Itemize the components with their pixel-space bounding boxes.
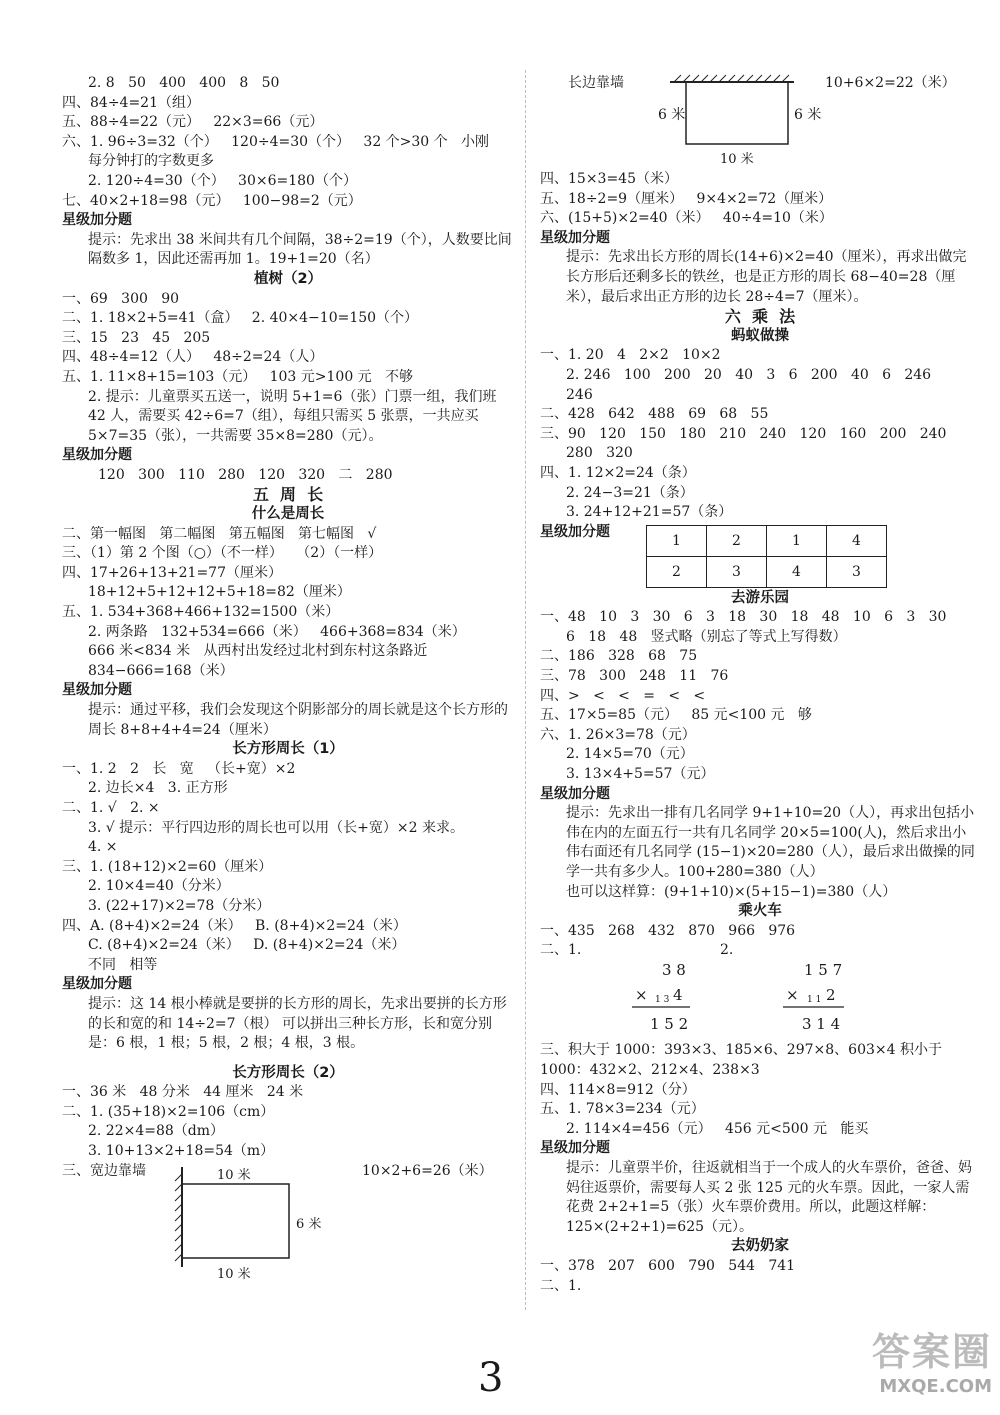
answer-line: 四、15×3=45（米） [540, 171, 678, 187]
answer-line: 3. 10+13×2+18=54（m） [88, 1143, 275, 1160]
answer-line: 五、88÷4=22（元） 22×3=66（元） [62, 114, 324, 131]
multiplicand: 1 5 7 [804, 961, 843, 980]
answer-line: 一、1. 2 2 长 宽 （长+宽）×2 [62, 760, 296, 777]
right-column [540, 74, 980, 1296]
answer-grid [646, 525, 887, 588]
answer-line: 3. (22+17)×2=78（分米） [88, 897, 271, 914]
long-side-wall-figure [540, 74, 980, 170]
answer-line: 一、378 207 600 790 544 741 [540, 1257, 796, 1274]
grid-cell: 3 [827, 556, 887, 587]
answer-line: 三、积大于 1000：393×3、185×6、297×8、603×4 积小于 1000：432×2、212×4、238×3 [540, 1042, 942, 1078]
figure-label: 三、宽边靠墙 [62, 1162, 146, 1179]
answer-line: 二、428 642 488 69 68 55 [540, 406, 769, 423]
answer-line: 三、90 120 150 180 210 240 120 160 200 240 [540, 425, 947, 442]
product: 1 5 2 [650, 1015, 689, 1034]
multiplier: 4 [673, 986, 683, 1005]
answer-line: 五、1. 11×8+15=103（元） 103 元>100 元 不够 [62, 368, 414, 385]
answer-line: 2. 120÷4=30（个） 30×6=180（个） [88, 172, 357, 189]
multiplier: 2 [826, 986, 836, 1005]
fence-outline [686, 82, 788, 144]
section-title: 长方形周长（2） [232, 1064, 344, 1081]
answer-line: 2. 14×5=70（元） [566, 746, 694, 763]
hint-text: 提示：这 14 根小棒就是要拼的长方形的周长，先求出要拼的长方形的长和宽的和 14÷2=7（根） 可以拼出三种长方形，长和宽分别是：6 根，1 根；5 根，2 根；4 根，3 根。 [88, 995, 507, 1052]
grid-cell: 3 [707, 556, 767, 587]
fence-outline [182, 1184, 289, 1258]
figure-formula: 10+6×2=22（米） [825, 75, 956, 91]
bonus-heading: 星级加分题 [62, 976, 132, 993]
hint-text: 提示：先求出 38 米间共有几个间隔，38÷2=19（个），人数要比间隔数多 1，因此还需再加 1。19+1=20（名） [88, 231, 512, 268]
product: 3 1 4 [802, 1015, 841, 1034]
right-length-label: 6 米 [296, 1216, 322, 1232]
hint-text: 提示：先求出长方形的周长(14+6)×2=40（厘米），再求出做完长方形后还剩多长的铁丝，也是正方形的周长 68−40=28（厘米），最后求出正方形的边长 28÷4=7（厘米）。 [566, 249, 967, 305]
answer-line: 七、40×2+18=98（元） 100−98=2（元） [62, 192, 362, 209]
answer-line: 2. 两条路 132+534=666（米） 466+368=834（米） [88, 623, 466, 640]
answer-line: 3. 24+12+21=57（条） [566, 504, 733, 521]
grid-cell: 2 [647, 556, 707, 587]
column-calculations [580, 941, 880, 1041]
page-number: 3 [478, 1355, 504, 1401]
answer-line: 四、84÷4=21（组） [62, 94, 200, 111]
wall-hatch [175, 1174, 182, 1261]
fence-diagram [162, 1162, 462, 1282]
bottom-length-label: 10 米 [720, 152, 754, 167]
bonus-heading: 星级加分题 [540, 229, 610, 246]
answer-line: 280 320 [566, 445, 633, 462]
bonus-heading: 星级加分题 [62, 212, 132, 229]
answer-line: 6 18 48 竖式略（别忘了等式上写得数） [566, 628, 847, 645]
answer-line: 二、186 328 68 75 [540, 648, 698, 665]
grid-cell: 1 [647, 525, 707, 556]
hint-text: 提示：通过平移，我们会发现这个阴影部分的周长就是这个长方形的周长 8+8+4+4=24（厘米） [88, 702, 508, 738]
hint-text: 2. 提示：儿童票买五送一，说明 5+1=6（张）门票一组，我们班 42 人，需要买 42÷6=7（组），每组只需买 5 张票，一共应买 5×7=35（张），一共需要 35×8=280（元）。 [88, 388, 497, 444]
column-divider [525, 70, 526, 1310]
answer-line: 2. 24−3=21（条） [566, 484, 694, 501]
hint-text: 提示：儿童票半价，往返就相当于一个成人的火车票价，爸爸、妈妈往返票价，需要每人买 2 张 125 元的火车票。因此，一家人需花费 2+2+1=5（张）火车票价费用。所以，此题这样解：125×(2+2+1)=625（元）。 [566, 1159, 972, 1235]
answer-line: 四、1. 12×2=24（条） [540, 464, 696, 481]
left-column [62, 74, 514, 1282]
watermark [872, 1321, 992, 1397]
question-label: 2. [720, 942, 734, 959]
answer-line: 也可以这样算：(9+1+10)×(5+15−1)=380（人） [566, 883, 897, 900]
answer-line: 五、18÷2=9（厘米） 9×4×2=72（厘米） [540, 190, 833, 207]
section-title: 长方形周长（1） [232, 741, 344, 758]
answer-line: 834−666=168（米） [88, 662, 234, 679]
answer-line: 二、1. √ 2. × [62, 799, 160, 816]
answer-line: 120 300 110 280 120 320 二 280 [98, 466, 393, 483]
figure-formula: 10×2+6=26（米） [362, 1162, 493, 1179]
answer-line: 六、(15+5)×2=40（米） 40÷4=10（米） [540, 210, 833, 227]
watermark-url: MXQE.COM [879, 1376, 992, 1397]
answer-line: C. (8+4)×2=24（米） D. (8+4)×2=24（米） [88, 937, 406, 954]
bonus-grid-row [540, 523, 980, 589]
watermark-logo-text: 答案圈 [871, 1330, 992, 1374]
answer-line: 666 米<834 米 从西村出发经过北村到东村这条路近 [88, 643, 428, 660]
section-title: 乘火车 [738, 903, 782, 920]
answer-line: 二、第一幅图 第二幅图 第五幅图 第七幅图 √ [62, 525, 377, 542]
bonus-heading: 星级加分题 [62, 447, 132, 464]
answer-line: 2. 114×4=456（元） 456 元<500 元 能买 [566, 1120, 869, 1137]
answer-line: 4. × [88, 839, 118, 856]
hint-text: 提示：先求出一排有几名同学 9+1+10=20（人），再求出包括小伟在内的左面五行一共有几名同学 20×5=100(人)，然后求出小伟右面还有几名同学 (15−1)×20=280（人），最后求出做操的同学一共有多少人。100+280=380（人） [566, 805, 975, 880]
answer-line: 四、A. (8+4)×2=24（米） B. (8+4)×2=24（米） [62, 917, 407, 934]
answer-line: 一、435 268 432 870 966 976 [540, 922, 796, 939]
answer-line: 四、114×8=912（分） [540, 1081, 696, 1098]
grid-cell: 2 [707, 525, 767, 556]
answer-line: 六、1. 96÷3=32（个） 120÷4=30（个） 32 个>30 个 小刚 [62, 133, 490, 150]
answer-line: 2. 22×4=88（dm） [88, 1123, 225, 1140]
answer-line: 一、36 米 48 分米 44 厘米 24 米 [62, 1084, 304, 1101]
answer-line: 一、1. 20 4 2×2 10×2 [540, 347, 721, 364]
carry-digits: 1 3 [655, 995, 670, 1006]
answer-line: 2. 8 50 400 400 8 50 [88, 75, 280, 91]
answer-line: 3. 13×4+5=57（元） [566, 766, 715, 783]
answer-line: 三、1. (18+12)×2=60（厘米） [62, 858, 273, 875]
right-length-label: 6 米 [794, 107, 822, 123]
answer-line: 二、1. (35+18)×2=106（cm） [62, 1103, 275, 1120]
grid-cell: 1 [767, 525, 827, 556]
vertical-multiplication [540, 941, 980, 1041]
answer-line: 二、1. [540, 1277, 582, 1294]
answer-line: 2. 边长×4 3. 正方形 [88, 780, 228, 797]
answer-line: 五、1. 78×3=234（元） [540, 1101, 705, 1118]
answer-line: 四、17+26+13+21=77（厘米） [62, 564, 282, 581]
carry-digits: 1 1 [807, 995, 822, 1006]
section-title: 去游乐园 [731, 589, 789, 606]
answer-line: 四、> < < = < < [540, 687, 706, 704]
unit-title: 五 周 长 [252, 485, 324, 505]
bottom-length-label: 10 米 [217, 1266, 251, 1282]
section-title: 什么是周长 [251, 506, 325, 523]
section-title: 植树（2） [253, 270, 323, 287]
answer-line: 四、48÷4=12（人） 48÷2=24（人） [62, 349, 324, 366]
wall-hatch [674, 75, 789, 82]
top-length-label: 10 米 [217, 1167, 251, 1183]
unit-title: 六 乘 法 [724, 307, 796, 327]
answer-line: 六、1. 26×3=78（元） [540, 726, 696, 743]
answer-line: 三、（1）第 2 个图（○）（不一样） （2）（一样） [62, 545, 383, 562]
answer-line: 三、15 23 45 205 [62, 329, 211, 346]
section-title: 蚂蚁做操 [731, 327, 789, 344]
answer-line: 五、17×5=85（元） 85 元<100 元 够 [540, 707, 812, 724]
times-sign: × [786, 986, 799, 1005]
grid-cell: 4 [827, 525, 887, 556]
answer-line: 三、78 300 248 11 76 [540, 668, 729, 685]
figure-label: 长边靠墙 [568, 75, 624, 91]
question-label: 二、1. [540, 942, 582, 959]
answer-line: 每分钟打的字数更多 [88, 153, 214, 170]
answer-line: 2. 246 100 200 20 40 3 6 200 40 6 246 [566, 366, 932, 383]
answer-line: 五、1. 534+368+466+132=1500（米） [62, 604, 340, 621]
answer-line: 不同 相等 [88, 956, 158, 973]
answer-line: 3. √ 提示：平行四边形的周长也可以用（长+宽）×2 来求。 [88, 819, 464, 836]
times-sign: × [635, 986, 648, 1005]
answer-line: 二、1. 18×2+5=41（盒） 2. 40×4−10=150（个） [62, 310, 419, 327]
multiplicand: 3 8 [662, 961, 686, 980]
answer-line: 一、48 10 3 30 6 3 18 30 18 48 10 6 3 30 [540, 609, 947, 626]
left-length-label: 6 米 [658, 107, 686, 123]
bonus-heading: 星级加分题 [540, 1140, 610, 1157]
grid-cell: 4 [767, 556, 827, 587]
bonus-heading: 星级加分题 [540, 523, 610, 540]
bonus-heading: 星级加分题 [62, 682, 132, 699]
answer-line: 246 [566, 386, 593, 403]
wide-side-wall-figure [62, 1162, 514, 1282]
answer-line: 一、69 300 90 [62, 290, 180, 307]
answer-line: 2. 10×4=40（分米） [88, 878, 230, 895]
bonus-heading: 星级加分题 [540, 785, 610, 802]
section-title: 去奶奶家 [731, 1238, 789, 1255]
answer-line: 18+12+5+12+12+5+18=82（厘米） [88, 584, 351, 601]
